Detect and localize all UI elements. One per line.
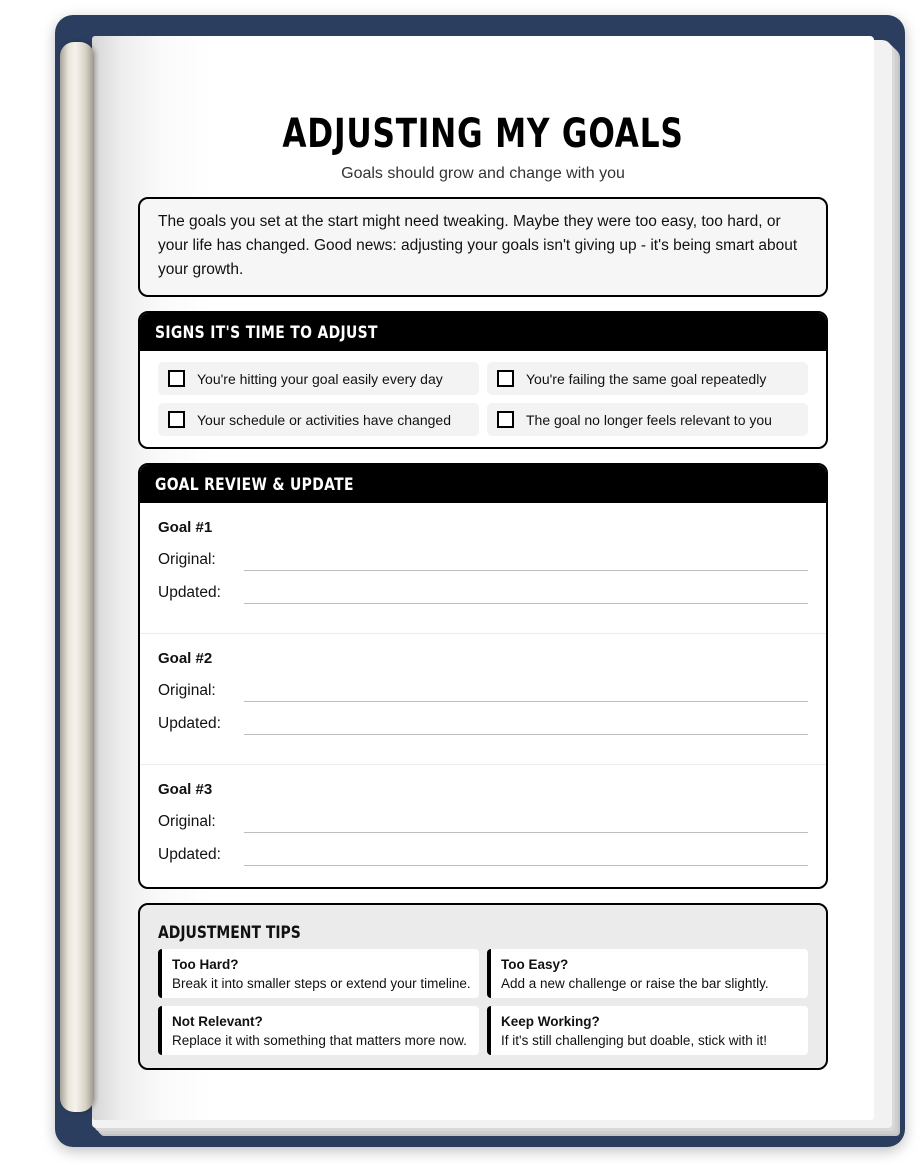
checkbox[interactable] xyxy=(168,370,185,387)
tip-card xyxy=(487,949,808,998)
updated-line xyxy=(158,834,808,867)
original-label: Original: xyxy=(158,682,216,699)
updated-label: Updated: xyxy=(158,846,221,863)
book-spine xyxy=(60,42,94,1112)
tip-text: Add a new challenge or raise the bar slightly. xyxy=(501,976,769,991)
original-line xyxy=(158,539,808,572)
tip-text: Replace it with something that matters more now. xyxy=(172,1033,467,1048)
checkbox[interactable] xyxy=(497,370,514,387)
updated-label: Updated: xyxy=(158,715,221,732)
tip-card xyxy=(158,1006,479,1055)
sign-label: You're failing the same goal repeatedly xyxy=(526,370,767,387)
checkbox[interactable] xyxy=(168,411,185,428)
signs-section xyxy=(138,311,828,449)
tip-title: Keep Working? xyxy=(501,1014,600,1029)
updated-write-line[interactable] xyxy=(244,603,808,604)
review-heading: GOAL REVIEW & UPDATE xyxy=(155,475,354,495)
original-line xyxy=(158,801,808,834)
checkbox[interactable] xyxy=(497,411,514,428)
original-label: Original: xyxy=(158,813,216,830)
tips-section xyxy=(138,903,828,1070)
tip-title: Too Hard? xyxy=(172,957,239,972)
sign-label: You're hitting your goal easily every day xyxy=(197,370,443,387)
tips-heading: ADJUSTMENT TIPS xyxy=(158,923,301,943)
page-subtitle: Goals should grow and change with you xyxy=(341,165,625,182)
original-write-line[interactable] xyxy=(244,832,808,833)
updated-write-line[interactable] xyxy=(244,734,808,735)
tip-text: If it's still challenging but doable, stick with it! xyxy=(501,1033,767,1048)
updated-line xyxy=(158,572,808,605)
goal-title: Goal #3 xyxy=(158,781,213,798)
goal-block xyxy=(140,764,826,887)
original-write-line[interactable] xyxy=(244,570,808,571)
updated-label: Updated: xyxy=(158,584,221,601)
tip-title: Not Relevant? xyxy=(172,1014,263,1029)
tip-card xyxy=(487,1006,808,1055)
tip-text: Break it into smaller steps or extend your timeline. xyxy=(172,976,471,991)
sign-label: Your schedule or activities have changed xyxy=(197,411,451,428)
tip-card xyxy=(158,949,479,998)
tips-header xyxy=(158,921,808,945)
tips-list xyxy=(158,949,808,1055)
goal-title: Goal #2 xyxy=(158,650,213,667)
signs-list xyxy=(140,351,826,447)
signs-header xyxy=(140,313,826,351)
tip-title: Too Easy? xyxy=(501,957,569,972)
goal-review-section xyxy=(138,463,828,889)
goal-title: Goal #1 xyxy=(158,519,213,536)
sign-item[interactable] xyxy=(158,403,479,436)
signs-heading: SIGNS IT'S TIME TO ADJUST xyxy=(155,323,378,343)
original-write-line[interactable] xyxy=(244,701,808,702)
intro-box: The goals you set at the start might need tweaking. Maybe they were too easy, too hard, or your life has changed. Good news: adjusting your goals isn't giving up - it's being smart about your growth. xyxy=(138,197,828,297)
sign-item[interactable] xyxy=(487,362,808,395)
goal-block xyxy=(140,633,826,764)
page-title: ADJUSTING MY GOALS xyxy=(282,111,684,157)
sign-item[interactable] xyxy=(158,362,479,395)
sign-item[interactable] xyxy=(487,403,808,436)
sign-label: The goal no longer feels relevant to you xyxy=(526,411,772,428)
page-content xyxy=(138,105,828,1070)
review-header xyxy=(140,465,826,503)
updated-line xyxy=(158,703,808,736)
original-label: Original: xyxy=(158,551,216,568)
updated-write-line[interactable] xyxy=(244,865,808,866)
original-line xyxy=(158,670,808,703)
goal-block xyxy=(140,503,826,633)
